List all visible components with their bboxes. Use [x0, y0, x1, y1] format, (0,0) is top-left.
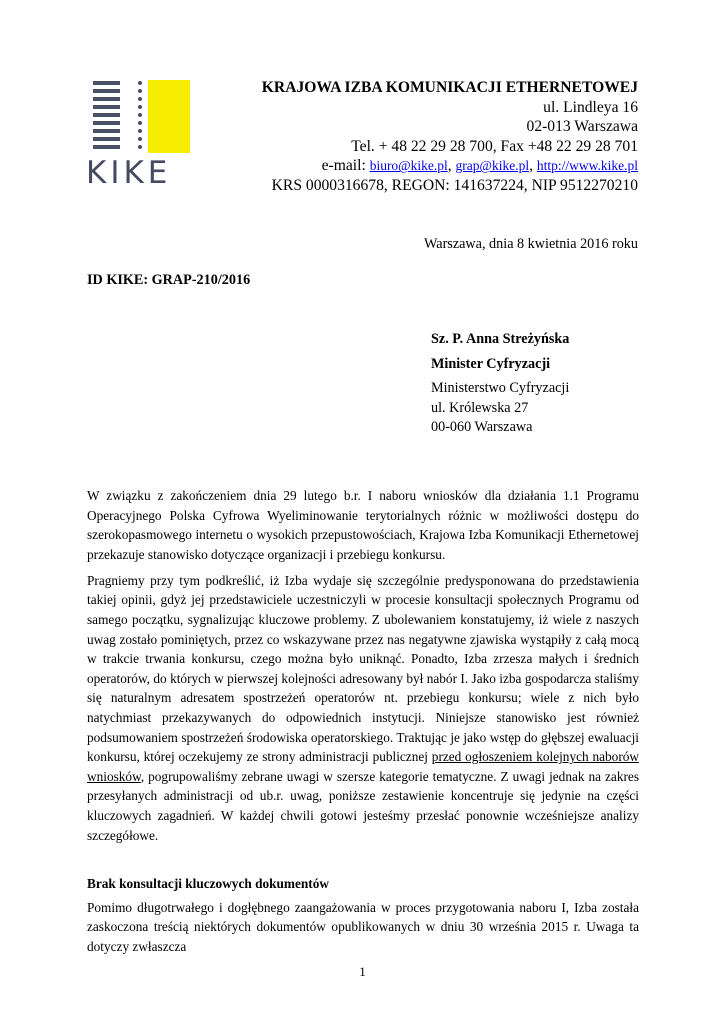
logo-bar [93, 89, 120, 93]
letterhead [262, 78, 638, 196]
org-email-line: e-mail: biuro@kike.pl, grap@kike.pl, http://www.kike.pl [321, 157, 638, 175]
logo-bar [93, 145, 120, 149]
paragraph-2-text: Pragniemy przy tym podkreślić, iż Izba wydaje się szczególnie predysponowana do przedstawienia takiej opinii, gdyż jej przedstawiciele uczestniczyli w procesie konsultacji społecznych Programu od samego początku, sygnalizując kluczowe problemy. Z ubolewaniem konstatujemy, iż wiele z naszych uwag zostało pominiętych, przez co wskazywane przez nas negatywne zjawiska wystąpiły z całą mocą w trakcie trwania konkursu, czego można było uniknąć. Ponadto, Izba zrzesza małych i średnich operatorów, do których w pierwszej kolejności adresowany był nabór I. Jako izba gospodarcza staliśmy się naturalnym adresatem spostrzeżeń operatorów nt. przebiegu konkursu; wiele z nich było natychmiast przekazywanych do odpowiednich instytucji. Niniejsze stanowisko jest również podsumowaniem spostrzeżeń środowiska operatorskiego. Traktując je jako wstęp do głębszej ewaluacji konkursu, której oczekujemy ze strony administracji publicznej [87, 572, 639, 765]
logo-dot [138, 89, 142, 93]
logo-yellow-block [148, 80, 190, 153]
org-name: KRAJOWA IZBA KOMUNIKACJI ETHERNETOWEJ [261, 79, 638, 96]
logo-bar [93, 81, 120, 85]
email-prefix: e-mail: [321, 157, 370, 175]
logo-bar [93, 137, 120, 141]
logo-dot [138, 121, 142, 125]
logo-dot [138, 81, 142, 85]
logo-bar [93, 129, 120, 133]
logo-bar [93, 105, 120, 109]
underlined-phrase: przed ogłoszeniem kolejnych naborów wniosków [87, 749, 640, 784]
email-link-biuro[interactable]: biuro@kike.pl [369, 158, 448, 174]
document-id: ID KIKE: GRAP-210/2016 [87, 272, 251, 288]
email-link-grap[interactable]: grap@kike.pl [455, 158, 530, 174]
logo-bar [93, 97, 120, 101]
kike-logo [86, 80, 198, 191]
website-link[interactable]: http://www.kike.pl [536, 158, 638, 174]
logo-dot [138, 145, 142, 149]
recipient-city: 00-060 Warszawa [431, 419, 533, 435]
paragraph-1: W związku z zakończeniem dnia 29 lutego b.r. I naboru wniosków dla działania 1.1 Programu Operacyjnego Polska Cyfrowa Wyeliminowanie terytorialnych różnic w możliwości dostępu do szerokopasmowego internetu o wysokich przepustowościach, Krajowa Izba Komunikacji Ethernetowej przekazuje stanowisko dotyczące organizacji i przebiegu konkursu. [87, 488, 639, 562]
letter-body [87, 486, 639, 963]
logo-dot [138, 129, 142, 133]
logo-dot [138, 97, 142, 101]
recipient-institution: Ministerstwo Cyfryzacji [431, 380, 570, 396]
recipient-title: Minister Cyfryzacji [431, 355, 551, 372]
section-heading: Brak konsultacji kluczowych dokumentów [87, 876, 329, 892]
org-street: ul. Lindleya 16 [543, 98, 638, 116]
logo-dot [138, 105, 142, 109]
recipient-name: Sz. P. Anna Streżyńska [431, 331, 570, 347]
logo-wordmark: KIKE [86, 155, 172, 191]
org-registry: KRS 0000316678, REGON: 141637224, NIP 9512270210 [271, 176, 638, 194]
org-city: 02-013 Warszawa [526, 118, 638, 136]
logo-dot [138, 113, 142, 117]
recipient-block [431, 330, 569, 438]
page-number: 1 [359, 964, 366, 979]
logo-dot [138, 137, 142, 141]
recipient-street: ul. Królewska 27 [431, 399, 529, 416]
paragraph-2 [87, 571, 639, 845]
date-line: Warszawa, dnia 8 kwietnia 2016 roku [424, 236, 638, 252]
logo-bar [93, 113, 120, 117]
logo-bar [93, 121, 120, 125]
paragraph-3: Pomimo długotrwałego i dogłębnego zaangażowania w proces przygotowania naboru I, Izba została zaskoczona treścią niektórych dokumentów opublikowanych w dniu 30 września 2015 r. Uwaga ta dotyczy zwłaszcza [87, 899, 639, 954]
paragraph-2-text-end: , pogrupowaliśmy zebrane uwagi w szersze kategorie tematyczne. Z uwagi jednak na zakres przesyłanych administracji od ub.r. uwag, poniższe zestawienie koncentruje się jedynie na części kluczowych zagadnień. W każdej chwili gotowi jesteśmy przesłać ponownie wcześniejsze analizy szczegółowe. [87, 768, 639, 843]
org-phone-fax: Tel. + 48 22 29 28 700, Fax +48 22 29 28 701 [351, 137, 638, 155]
